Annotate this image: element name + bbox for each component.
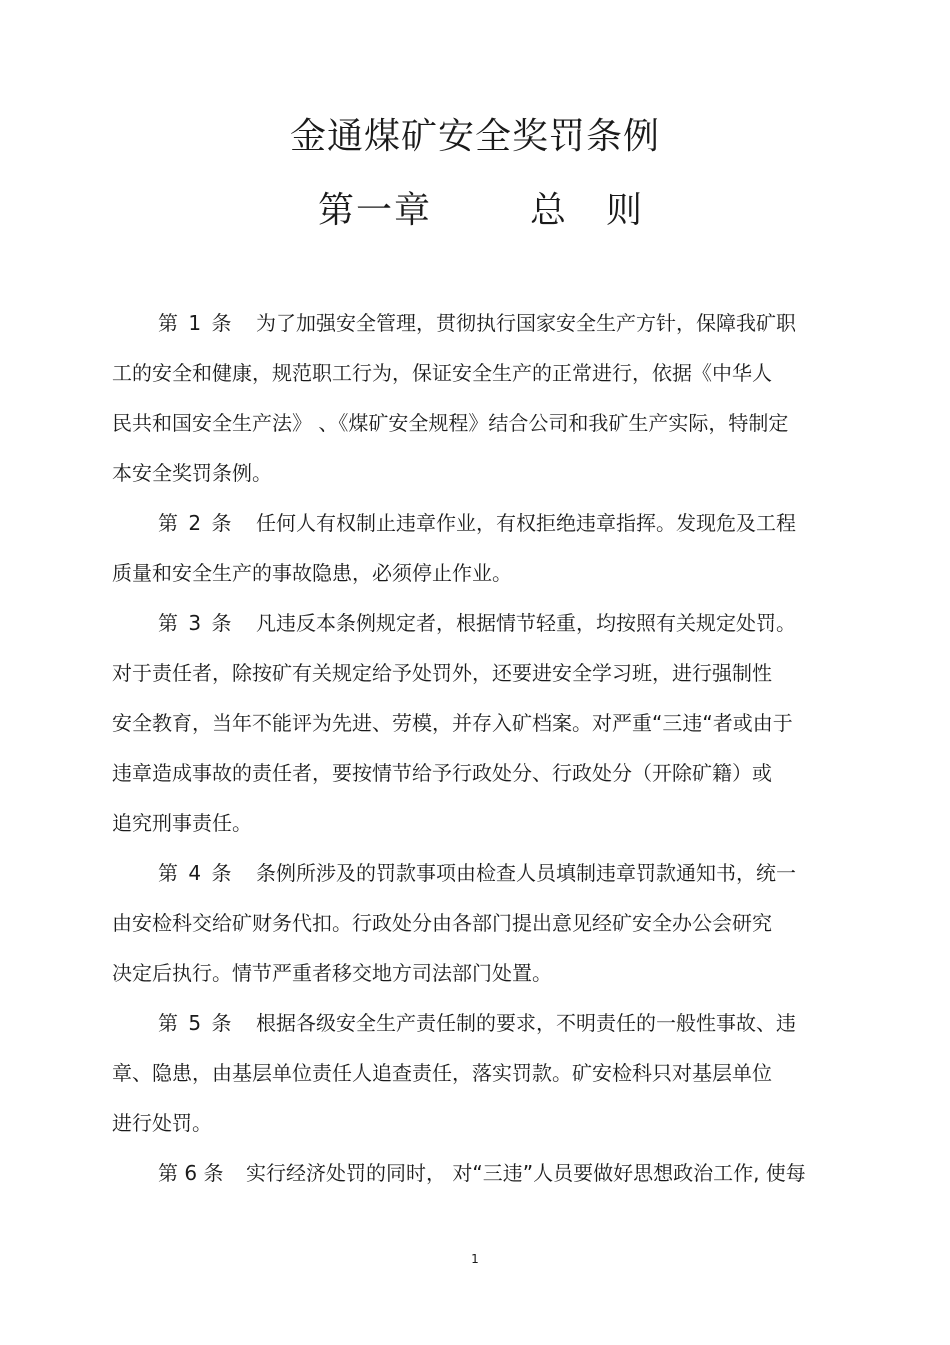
article-line: 民共和国安全生产法》 、《煤矿安全规程》结合公司和我矿生产实际，特制定 xyxy=(112,411,789,435)
chapter-number: 第一章 xyxy=(318,190,433,231)
article-3 xyxy=(112,598,862,848)
article-line: 由安检科交给矿财务代扣。行政处分由各部门提出意见经矿安全办公会研究 xyxy=(112,911,772,935)
article-label: 第 3 条 xyxy=(158,611,232,635)
article-6 xyxy=(112,1148,862,1198)
article-line: 决定后执行。情节严重者移交地方司法部门处置。 xyxy=(112,961,552,985)
article-first-line xyxy=(112,1148,862,1198)
article-first-line xyxy=(112,998,862,1048)
chapter-heading xyxy=(0,186,950,236)
article-line: 违章造成事故的责任者，要按情节给予行政处分、行政处分（开除矿籍）或 xyxy=(112,761,772,785)
article-line: 进行处罚。 xyxy=(112,1111,212,1135)
article-text: 凡违反本条例规定者，根据情节轻重，均按照有关规定处罚。 xyxy=(256,611,796,635)
article-5 xyxy=(112,998,862,1148)
article-label: 第 2 条 xyxy=(158,511,232,535)
article-text: 为了加强安全管理，贯彻执行国家安全生产方针，保障我矿职 xyxy=(256,311,796,335)
article-first-line xyxy=(112,298,862,348)
article-first-line xyxy=(112,848,862,898)
article-2 xyxy=(112,498,862,598)
article-text: 条例所涉及的罚款事项由检查人员填制违章罚款通知书，统一 xyxy=(256,861,796,885)
article-text: 实行经济处罚的同时， 对“三违”人员要做好思想政治工作, 使每 xyxy=(246,1161,806,1185)
article-text: 根据各级安全生产责任制的要求，不明责任的一般性事故、违 xyxy=(256,1011,796,1035)
article-line: 章、隐患，由基层单位责任人追查责任，落实罚款。矿安检科只对基层单位 xyxy=(112,1061,772,1085)
article-label: 第 5 条 xyxy=(158,1011,232,1035)
article-line: 质量和安全生产的事故隐患，必须停止作业。 xyxy=(112,561,512,585)
article-first-line xyxy=(112,498,862,548)
article-first-line xyxy=(112,598,862,648)
article-line: 安全教育，当年不能评为先进、劳模，并存入矿档案。对严重“三违“者或由于 xyxy=(112,711,793,735)
article-line: 对于责任者，除按矿有关规定给予处罚外，还要进安全学习班，进行强制性 xyxy=(112,661,772,685)
chapter-name: 总则 xyxy=(530,190,683,231)
page-number: 1 xyxy=(471,1252,479,1266)
document-title: 金通煤矿安全奖罚条例 xyxy=(289,116,660,157)
article-text: 任何人有权制止违章作业，有权拒绝违章指挥。发现危及工程 xyxy=(256,511,796,535)
article-line: 本安全奖罚条例。 xyxy=(112,461,272,485)
article-line: 追究刑事责任。 xyxy=(112,811,252,835)
article-label: 第 1 条 xyxy=(158,311,232,335)
article-line: 工的安全和健康，规范职工行为，保证安全生产的正常进行，依据《中华人 xyxy=(112,361,772,385)
document-body xyxy=(112,298,862,1198)
article-4 xyxy=(112,848,862,998)
article-label: 第 4 条 xyxy=(158,861,232,885)
article-1 xyxy=(112,298,862,498)
article-label: 第 6 条 xyxy=(158,1161,224,1185)
